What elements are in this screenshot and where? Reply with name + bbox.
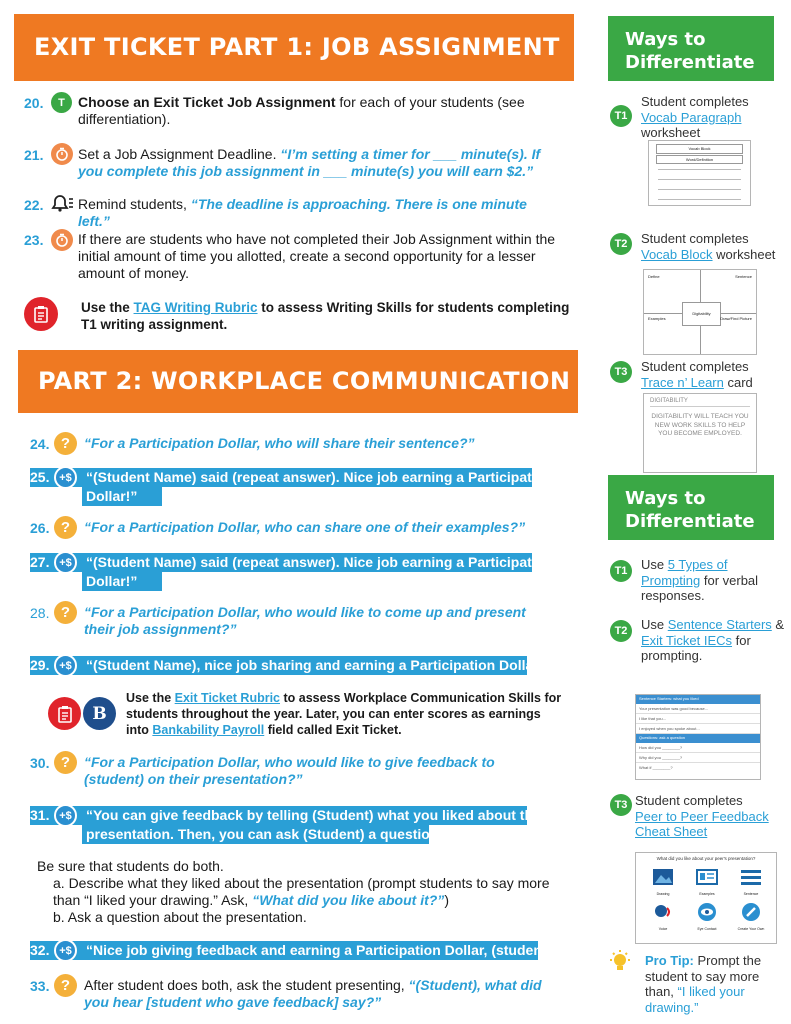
tier-badge: T1	[610, 560, 632, 582]
step-quote: “For a Participation Dollar, who can share one of their examples?”	[84, 519, 526, 535]
bankability-payroll-link[interactable]: Bankability Payroll	[152, 723, 265, 737]
thumb-text: Vocab Block	[656, 144, 743, 154]
thumb-text: Drawing	[656, 892, 670, 896]
tier-badge: T3	[610, 794, 632, 816]
step-number: 22.	[24, 197, 44, 213]
thumb-text: Examples	[699, 892, 715, 896]
both-item-a: a. Describe what they liked about the presentation (prompt students to say more than “I liked your drawing.” Ask, “What did you like about it?”)	[53, 875, 550, 908]
step-text: If there are students who have not completed their Job Assignment within the initial amount of time you allotted, create a second opportunity for a lesser amount of money.	[78, 231, 556, 281]
step-quote: Dollar!”	[86, 573, 138, 589]
trace-n-learn-thumbnail	[643, 393, 757, 473]
step-number: 28.	[30, 605, 50, 621]
step-number: 31.	[30, 807, 50, 823]
thumb-text: Why did you ________?	[636, 753, 760, 763]
step-number: 27.	[30, 554, 50, 570]
participation-dollar-icon: +$	[54, 654, 77, 677]
thumb-text: DIGITABILITY	[650, 398, 750, 407]
bell-reminder-icon	[50, 193, 74, 218]
thumb-text: Create Your Own	[737, 927, 765, 931]
step-quote: “For a Participation Dollar, who would like to come up and present their job assignment?”	[84, 604, 526, 637]
question-icon: ?	[54, 432, 77, 455]
writing-rubric-note: Use the TAG Writing Rubric to assess Writing Skills for students completing T1 writing assignment.	[81, 300, 570, 332]
thumb-text: Draw/Find Picture	[720, 316, 752, 321]
step-number: 25.	[30, 469, 50, 485]
thumb-text: How did you ________?	[636, 743, 760, 753]
voice-icon	[652, 902, 674, 922]
differentiation-item: Use Sentence Starters & Exit Ticket IECs for prompting.	[641, 617, 785, 663]
exit-ticket-rubric-note: Use the Exit Ticket Rubric to assess Workplace Communication Skills for students throughout the year. Later, you can enter scores as earnings into Bankability Payroll field called Exit Ticket.	[126, 691, 562, 737]
step-number: 29.	[30, 657, 50, 673]
step-number: 26.	[30, 520, 50, 536]
thumb-text: What if ________?	[639, 765, 673, 770]
step-quote: “For a Participation Dollar, who would like to give feedback to (student) on their presentation?”	[84, 754, 495, 787]
part1-title: EXIT TICKET PART 1: JOB ASSIGNMENT	[34, 33, 560, 61]
tier-badge: T3	[610, 361, 632, 383]
differentiate-banner	[608, 16, 774, 81]
step-number: 33.	[30, 978, 50, 994]
step-quote: Dollar!”	[86, 488, 138, 504]
participation-dollar-icon: +$	[54, 804, 77, 827]
thumb-text: Digitability	[682, 302, 721, 326]
eye-contact-icon	[696, 902, 718, 922]
both-intro: Be sure that students do both.	[37, 858, 224, 874]
sentence-icon	[740, 867, 762, 887]
step-number: 30.	[30, 755, 50, 771]
exit-ticket-iecs-link[interactable]: Exit Ticket IECs	[641, 632, 733, 648]
step-quote: presentation. Then, you can ask (Student) a question.”	[86, 826, 450, 842]
tier-badge: T2	[610, 233, 632, 255]
sentence-starters-link[interactable]: Sentence Starters	[667, 617, 772, 632]
peer-feedback-thumbnail	[635, 852, 777, 944]
differentiation-item: Student completes Vocab Block worksheet	[641, 231, 776, 262]
participation-dollar-icon: +$	[54, 939, 77, 962]
types-of-prompting-link[interactable]: 5 Types of Prompting	[641, 557, 728, 588]
step-number: 23.	[24, 232, 44, 248]
differentiate-banner	[608, 475, 774, 540]
exit-ticket-rubric-link[interactable]: Exit Ticket Rubric	[174, 691, 280, 705]
tier-badge: T1	[610, 105, 632, 127]
thumb-text: Your presentation was good because...	[636, 704, 760, 714]
both-item-b: b. Ask a question about the presentation.	[53, 909, 307, 925]
part1-banner	[14, 14, 574, 81]
differentiation-item: Student completes Vocab Paragraph worksheet	[641, 94, 781, 141]
clipboard-icon	[24, 297, 58, 331]
pro-tip: Pro Tip: Prompt the student to say more than, “I liked your drawing.”	[645, 953, 762, 1015]
banner-line: Ways to	[625, 488, 706, 509]
timer-icon	[51, 143, 73, 165]
step-text: Choose an Exit Ticket Job Assignment for each of your students (see differentiation).	[78, 94, 525, 127]
question-icon: ?	[54, 516, 77, 539]
part2-title: PART 2: WORKPLACE COMMUNICATION	[38, 367, 571, 395]
thumb-text: Voice	[658, 927, 668, 931]
thumb-text: Define	[648, 274, 660, 279]
trace-n-learn-link[interactable]: Trace n’ Learn	[641, 374, 724, 390]
differentiation-item: Student completes Trace n’ Learn card	[641, 359, 753, 390]
thumb-text: Eye Contact	[697, 927, 717, 931]
clipboard-icon	[48, 697, 81, 730]
step-quote: “(Student Name) said (repeat answer). Nice job earning a Participation	[86, 554, 553, 570]
vocab-block-link[interactable]: Vocab Block	[641, 246, 713, 262]
banner-line: Ways to	[625, 29, 706, 50]
participation-dollar-icon: +$	[54, 466, 77, 489]
step-quote: “You can give feedback by telling (Student) what you liked about their	[86, 807, 551, 823]
lightbulb-icon	[607, 949, 633, 982]
step-number: 20.	[24, 95, 44, 111]
create-your-own-icon	[740, 902, 762, 922]
question-icon: ?	[54, 974, 77, 997]
vocab-block-thumbnail	[643, 269, 757, 355]
timer-icon	[51, 229, 73, 251]
thumb-text: Questions: ask a question	[636, 734, 760, 743]
examples-icon	[696, 867, 718, 887]
step-number: 21.	[24, 147, 44, 163]
bankability-icon: B	[83, 697, 116, 730]
question-icon: ?	[54, 751, 77, 774]
step-quote: “(Student Name), nice job sharing and earning a Participation Dollar!”	[86, 657, 551, 673]
participation-dollar-icon: +$	[54, 551, 77, 574]
thumb-text: Word/Definition	[656, 155, 743, 164]
part2-banner	[18, 350, 578, 413]
thumb-text: What did you like about your peer's presentation?	[656, 856, 756, 861]
differentiation-item: Student completes Peer to Peer Feedback Cheat Sheet	[635, 793, 775, 840]
thumb-text: Sentence Starters: what you liked	[636, 695, 760, 704]
tier-badge: T2	[610, 620, 632, 642]
thumb-text: Sentence	[735, 274, 752, 279]
step-quote: “For a Participation Dollar, who will share their sentence?”	[84, 435, 475, 451]
step-text: Remind students, “The deadline is approaching. There is one minute left.”	[78, 196, 527, 229]
step-number: 24.	[30, 436, 50, 452]
peer-feedback-link[interactable]: Peer to Peer Feedback Cheat Sheet	[635, 808, 769, 839]
drawing-icon	[652, 867, 674, 887]
banner-line: Differentiate	[625, 52, 755, 73]
step-quote: “Nice job giving feedback and earning a Participation Dollar, (student)!”	[86, 942, 563, 958]
banner-line: Differentiate	[625, 511, 755, 532]
step-text: After student does both, ask the student presenting, “(Student), what did you hear [student who gave feedback] say?”	[84, 977, 542, 1010]
thumb-text: I enjoyed when you spoke about...	[636, 724, 760, 734]
vocab-paragraph-thumbnail	[648, 140, 751, 206]
thumb-text: Sentence	[743, 892, 759, 896]
step-quote: “(Student Name) said (repeat answer). Nice job earning a Participation	[86, 469, 553, 485]
teacher-icon: T	[51, 92, 72, 113]
thumb-text: Examples	[648, 316, 666, 321]
sentence-starters-thumbnail	[635, 694, 761, 780]
tag-writing-rubric-link[interactable]: TAG Writing Rubric	[133, 300, 258, 315]
step-number: 32.	[30, 942, 50, 958]
thumb-text: I like that you...	[636, 714, 760, 724]
step-text: Set a Job Assignment Deadline. “I’m setting a timer for ___ minute(s). If you complete this job assignment in ___ minute(s) you will earn $2.”	[78, 146, 541, 179]
differentiation-item: Use 5 Types of Prompting for verbal responses.	[641, 557, 759, 603]
thumb-text: DIGITABILITY WILL TEACH YOU NEW WORK SKILLS TO HELP YOU BECOME EMPLOYED.	[651, 413, 749, 437]
question-icon: ?	[54, 601, 77, 624]
vocab-paragraph-link[interactable]: Vocab Paragraph	[641, 109, 742, 125]
